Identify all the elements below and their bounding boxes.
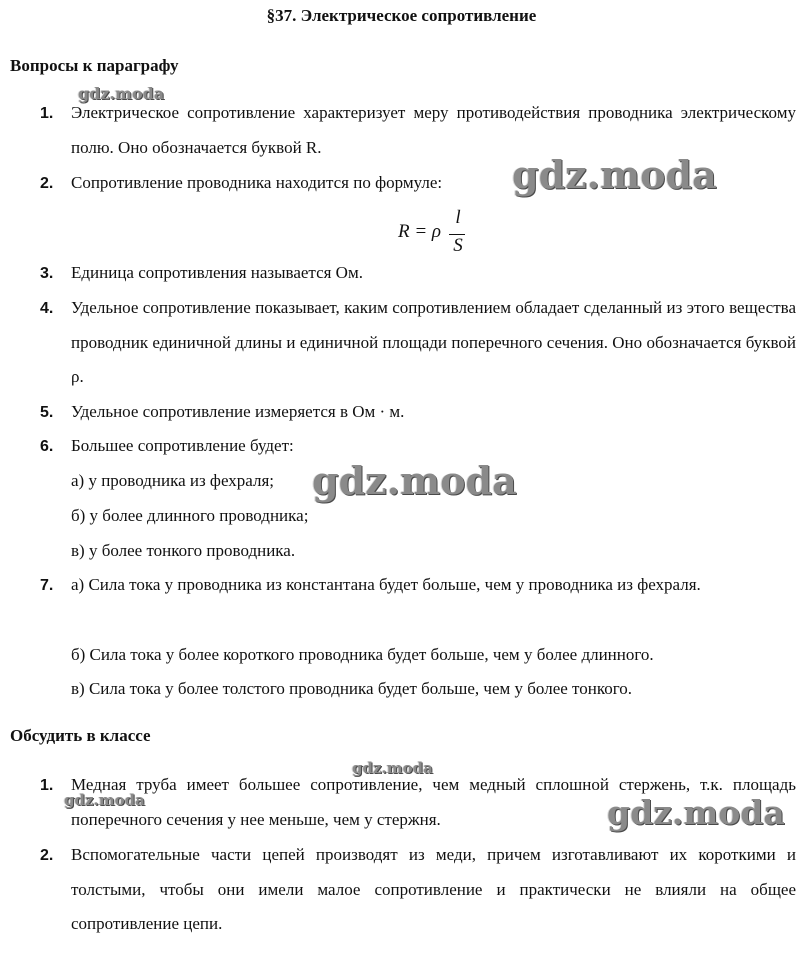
item7-sub-c: в) Сила тока у более толстого проводника будет больше, чем у более тонкого. bbox=[71, 679, 633, 698]
item-text: Единица сопротивления называется Ом. bbox=[71, 263, 363, 282]
question-item-3 bbox=[40, 256, 796, 291]
item-number: 2. bbox=[40, 847, 54, 864]
watermark: gdz.moda bbox=[607, 793, 785, 832]
page-title: §37. Электрическое сопротивление bbox=[266, 6, 537, 25]
item6-sub-a: а) у проводника из фехраля; bbox=[71, 471, 274, 490]
item-number: 7. bbox=[40, 577, 54, 594]
item7-sub-b: б) Сила тока у более короткого проводника будет больше, чем у более длинного. bbox=[71, 645, 654, 664]
item-number: 1. bbox=[40, 777, 54, 794]
section-title-discuss: Обсудить в классе bbox=[10, 726, 151, 745]
item-number: 5. bbox=[40, 404, 54, 421]
discuss-item-2 bbox=[40, 838, 796, 942]
watermark: gdz.moda bbox=[78, 84, 165, 103]
item-text: Большее сопротивление будет: bbox=[71, 436, 294, 455]
item-number: 2. bbox=[40, 175, 54, 192]
item-text: Электрическое сопротивление характеризует меру противодействия проводника электрическому полю. Оно обозначается буквой R. bbox=[71, 103, 796, 157]
question-item-4 bbox=[40, 291, 796, 395]
question-item-7 bbox=[40, 568, 796, 603]
watermark: gdz.moda bbox=[352, 759, 433, 777]
item-text: Вспомогательные части цепей производят из меди, причем изготавливают их короткими и толстыми, чтобы они имели малое сопротивление и практически не влияли на общее сопротивление цепи. bbox=[71, 845, 796, 933]
item-text: а) Сила тока у проводника из константана будет больше, чем у проводника из фехраля. bbox=[71, 575, 701, 594]
item-text: Сопротивление проводника находится по формуле: bbox=[71, 173, 443, 192]
question-item-5 bbox=[40, 395, 796, 430]
item-number: 1. bbox=[40, 105, 54, 122]
formula-numerator: l bbox=[455, 207, 461, 228]
section-title-questions: Вопросы к параграфу bbox=[10, 56, 179, 75]
item-number: 3. bbox=[40, 265, 54, 282]
item-number: 6. bbox=[40, 438, 54, 455]
formula-denominator: S bbox=[453, 235, 463, 256]
watermark: gdz.moda bbox=[64, 791, 145, 809]
item-text: Удельное сопротивление показывает, каким сопротивлением обладает сделанный из этого вещества проводник единичной длины и единичной площади поперечного сечения. Оно обозначается буквой ρ. bbox=[71, 298, 796, 386]
item6-sub-b: б) у более длинного проводника; bbox=[71, 506, 309, 525]
item-number: 4. bbox=[40, 300, 54, 317]
item-text: Медная труба имеет большее сопротивление, чем медный сплошной стержень, т.к. площадь поперечного сечения у нее меньше, чем у стержня. bbox=[71, 775, 796, 829]
watermark: gdz.moda bbox=[512, 152, 717, 197]
item-text: Удельное сопротивление измеряется в Ом · м. bbox=[71, 402, 405, 421]
watermark: gdz.moda bbox=[312, 458, 517, 503]
formula-lhs: R = ρ bbox=[398, 221, 442, 242]
item6-sub-c: в) у более тонкого проводника. bbox=[71, 541, 296, 560]
